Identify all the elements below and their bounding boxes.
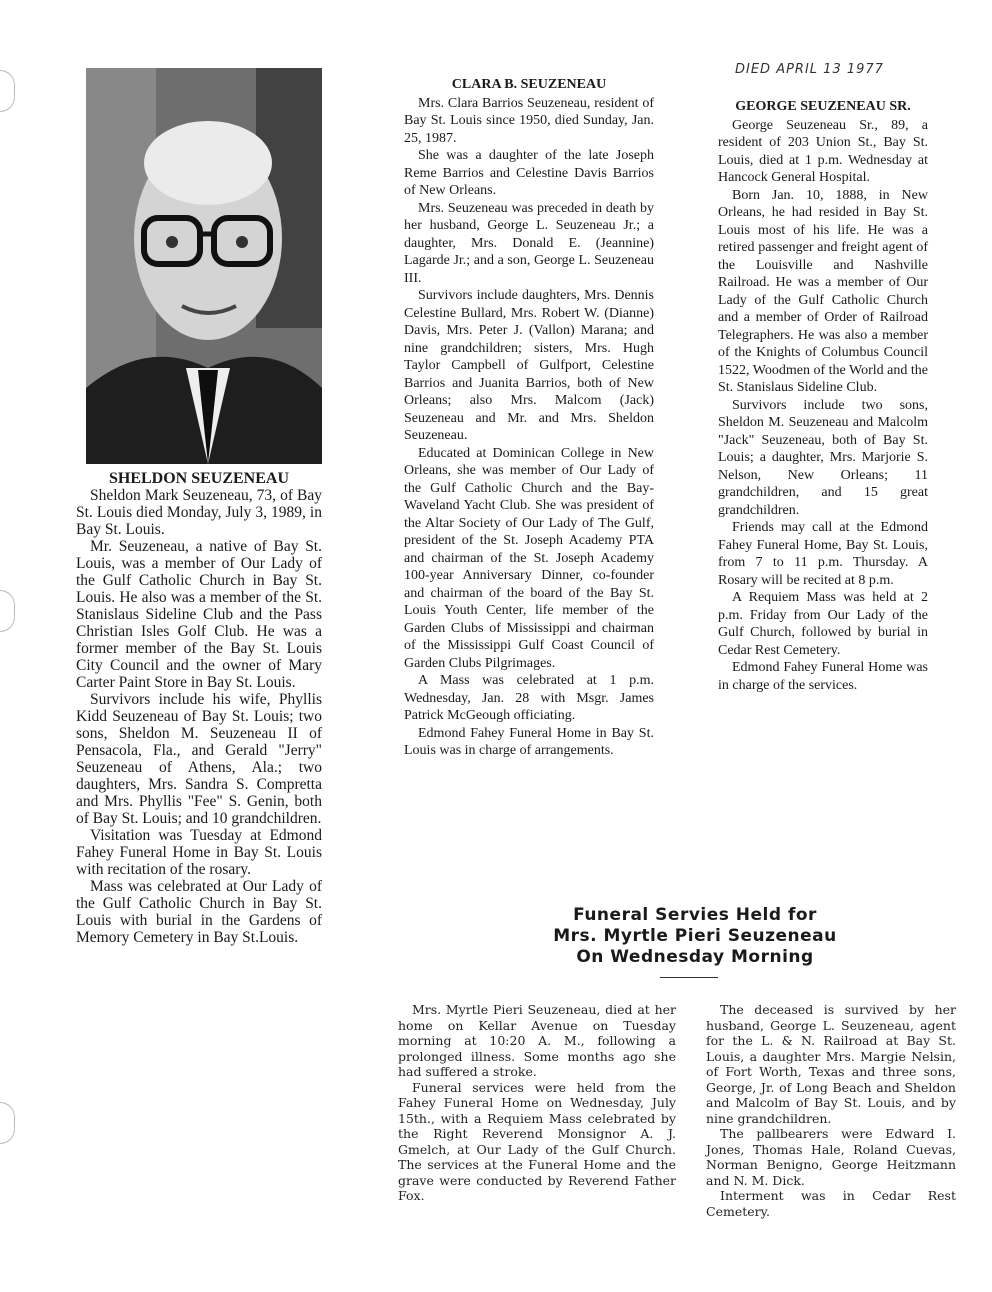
myrtle-article-left xyxy=(398,1002,676,1204)
obituary-paragraph: Mrs. Clara Barrios Seuzeneau, resident of Bay St. Louis since 1950, died Sunday, Jan. 25, 1987. xyxy=(404,95,654,146)
headline-line: Funeral Servies Held for xyxy=(573,905,817,925)
obituary-heading: GEORGE SEUZENEAU SR. xyxy=(735,99,911,114)
headline-line: Mrs. Myrtle Pieri Seuzeneau xyxy=(553,926,837,946)
obituary-paragraph: Sheldon Mark Seuzeneau, 73, of Bay St. Louis died Monday, July 3, 1989, in Bay St. Louis. xyxy=(76,487,322,538)
obituary-paragraph: Born Jan. 10, 1888, in New Orleans, he had resided in Bay St. Louis most of his life. He was a retired passenger and freight agent of the Louisville and Nashville Railroad. He was a member of Our Lady of the Gulf Catholic Church and a member of Order of Railroad Telegraphers. He was also a member of the Knights of Columbus Council 1522, Woodmen of the World and the St. Stanislaus Sideline Club. xyxy=(718,187,928,395)
obituary-paragraph: Mass was celebrated at Our Lady of the Gulf Catholic Church in Bay St. Louis with burial in the Gardens of Memory Cemetery in Bay St.Louis. xyxy=(76,878,322,946)
obituary-paragraph: Survivors include two sons, Sheldon M. Seuzeneau and Malcolm "Jack" Seuzeneau, both of Bay St. Louis; a daughter, Mrs. Marjorie S. Nelson, New Orleans; 11 grandchildren, and 15 great grandchildren. xyxy=(718,397,928,518)
obituary-paragraph: Mr. Seuzeneau, a native of Bay St. Louis, was a member of Our Lady of the Gulf Catholic Church in Bay St. Louis. He also was a member of the St. Stanislaus Sideline Club and the Pass Christian Isles Golf Club. He was a former member of the Bay St. Louis City Council and the owner of Mary Carter Paint Store in Bay St. Louis. xyxy=(76,538,322,691)
article-paragraph: Interment was in Cedar Rest Cemetery. xyxy=(706,1188,956,1219)
divider xyxy=(660,977,718,978)
obituary-paragraph: Educated at Dominican College in New Orleans, she was member of Our Lady of the Gulf Catholic Church and the Bay-Waveland Yacht Club. She was president of the Altar Society of Our Lady of The Gulf, president of the St. Joseph Academy PTA and chairman of the St. Joseph Academy 100-year Anniversary Dinner, co-founder and chairman of the board of the Bay St. Louis Youth Center, life member of the Garden Clubs of Mississippi and chairman of the Mississippi Gulf Coast Council of Garden Clubs Pilgrimages. xyxy=(404,445,654,671)
article-paragraph: The deceased is survived by her husband, George L. Seuzeneau, agent for the L. & N. Railroad at Bay St. Louis, a daughter Mrs. Margie Nelsin, of Fort Worth, Texas and three sons, George, Jr. of Long Beach and Sheldon and Malcolm of Bay St. Louis, and by nine grandchildren. xyxy=(706,1002,956,1126)
obituary-paragraph: Visitation was Tuesday at Edmond Fahey Funeral Home in Bay St. Louis with recitation of the rosary. xyxy=(76,827,322,878)
obituary-clara xyxy=(404,76,654,760)
handwritten-date-note: DIED APRIL 13 1977 xyxy=(735,62,884,77)
obituary-paragraph: Friends may call at the Edmond Fahey Funeral Home, Bay St. Louis, from 7 to 11 p.m. Thursday. A Rosary will be recited at 8 p.m. xyxy=(718,520,928,588)
myrtle-article-right xyxy=(706,1002,956,1219)
myrtle-headline xyxy=(540,905,850,968)
obituary-heading: SHELDON SEUZENEAU xyxy=(108,470,290,487)
obituary-sheldon xyxy=(76,470,322,946)
obituary-paragraph: She was a daughter of the late Joseph Reme Barrios and Celestine Davis Barrios of New Orleans. xyxy=(404,148,654,198)
obituary-heading: CLARA B. SEUZENEAU xyxy=(451,77,607,92)
obituary-paragraph: Survivors include his wife, Phyllis Kidd Seuzeneau of Bay St. Louis; two sons, Sheldon M. Seuzeneau II of Pensacola, Fla., and Gerald "Jerry" Seuzeneau of Athens, Ala.; two daughters, Mrs. Sandra S. Compretta and Mrs. Phyllis "Fee" S. Genin, both of Bay St. Louis; and 10 grandchildren. xyxy=(76,691,322,827)
obituary-george xyxy=(718,98,928,694)
obituary-paragraph: A Requiem Mass was held at 2 p.m. Friday from Our Lady of the Gulf Church, followed by burial in Cedar Rest Cemetery. xyxy=(718,590,928,658)
obituary-paragraph: Mrs. Seuzeneau was preceded in death by her husband, George L. Seuzeneau Jr.; a daughter, Mrs. Donald E. (Jeannine) Lagarde Jr.; and a son, George L. Seuzeneau III. xyxy=(404,200,654,286)
obituary-paragraph: Edmond Fahey Funeral Home was in charge of the services. xyxy=(718,660,928,693)
portrait-figure xyxy=(86,68,322,464)
portrait-photo xyxy=(86,68,322,464)
obituary-paragraph: Survivors include daughters, Mrs. Dennis Celestine Bullard, Mrs. Robert W. (Dianne) Davis, Mrs. Peter J. (Vallon) Marana; and nine grandchildren; sisters, Mrs. Hugh Taylor Campbell of Gulfport, Celestine Barrios and Juanita Barrios, both of New Orleans; also Mrs. Malcom (Jack) Seuzeneau and Mr. and Mrs. Sheldon Seuzeneau. xyxy=(404,288,654,443)
article-paragraph: The pallbearers were Edward I. Jones, Thomas Hale, Roland Cuevas, Norman Benigno, George Heitzmann and N. M. Dick. xyxy=(706,1126,956,1188)
obituary-paragraph: Edmond Fahey Funeral Home in Bay St. Louis was in charge of arrangements. xyxy=(404,725,654,758)
obituary-paragraph: George Seuzeneau Sr., 89, a resident of 203 Union St., Bay St. Louis, died at 1 p.m. Wednesday at Hancock General Hospital. xyxy=(718,117,928,185)
punch-hole xyxy=(0,70,15,112)
obituary-paragraph: A Mass was celebrated at 1 p.m. Wednesday, Jan. 28 with Msgr. James Patrick McGeough officiating. xyxy=(404,673,654,723)
article-paragraph: Mrs. Myrtle Pieri Seuzeneau, died at her home on Kellar Avenue on Tuesday morning at 10:20 A. M., following a prolonged illness. Some months ago she had suffered a stroke. xyxy=(398,1002,676,1079)
punch-hole xyxy=(0,590,15,632)
article-paragraph: Funeral services were held from the Fahey Funeral Home on Wednesday, July 15th., with a Requiem Mass celebrated by the Right Reverend Monsignor A. J. Gmelch, at Our Lady of the Gulf Church. The services at the Funeral Home and the grave were conducted by Reverend Father Fox. xyxy=(398,1079,676,1203)
headline-line: On Wednesday Morning xyxy=(576,947,814,967)
punch-hole xyxy=(0,1102,15,1144)
